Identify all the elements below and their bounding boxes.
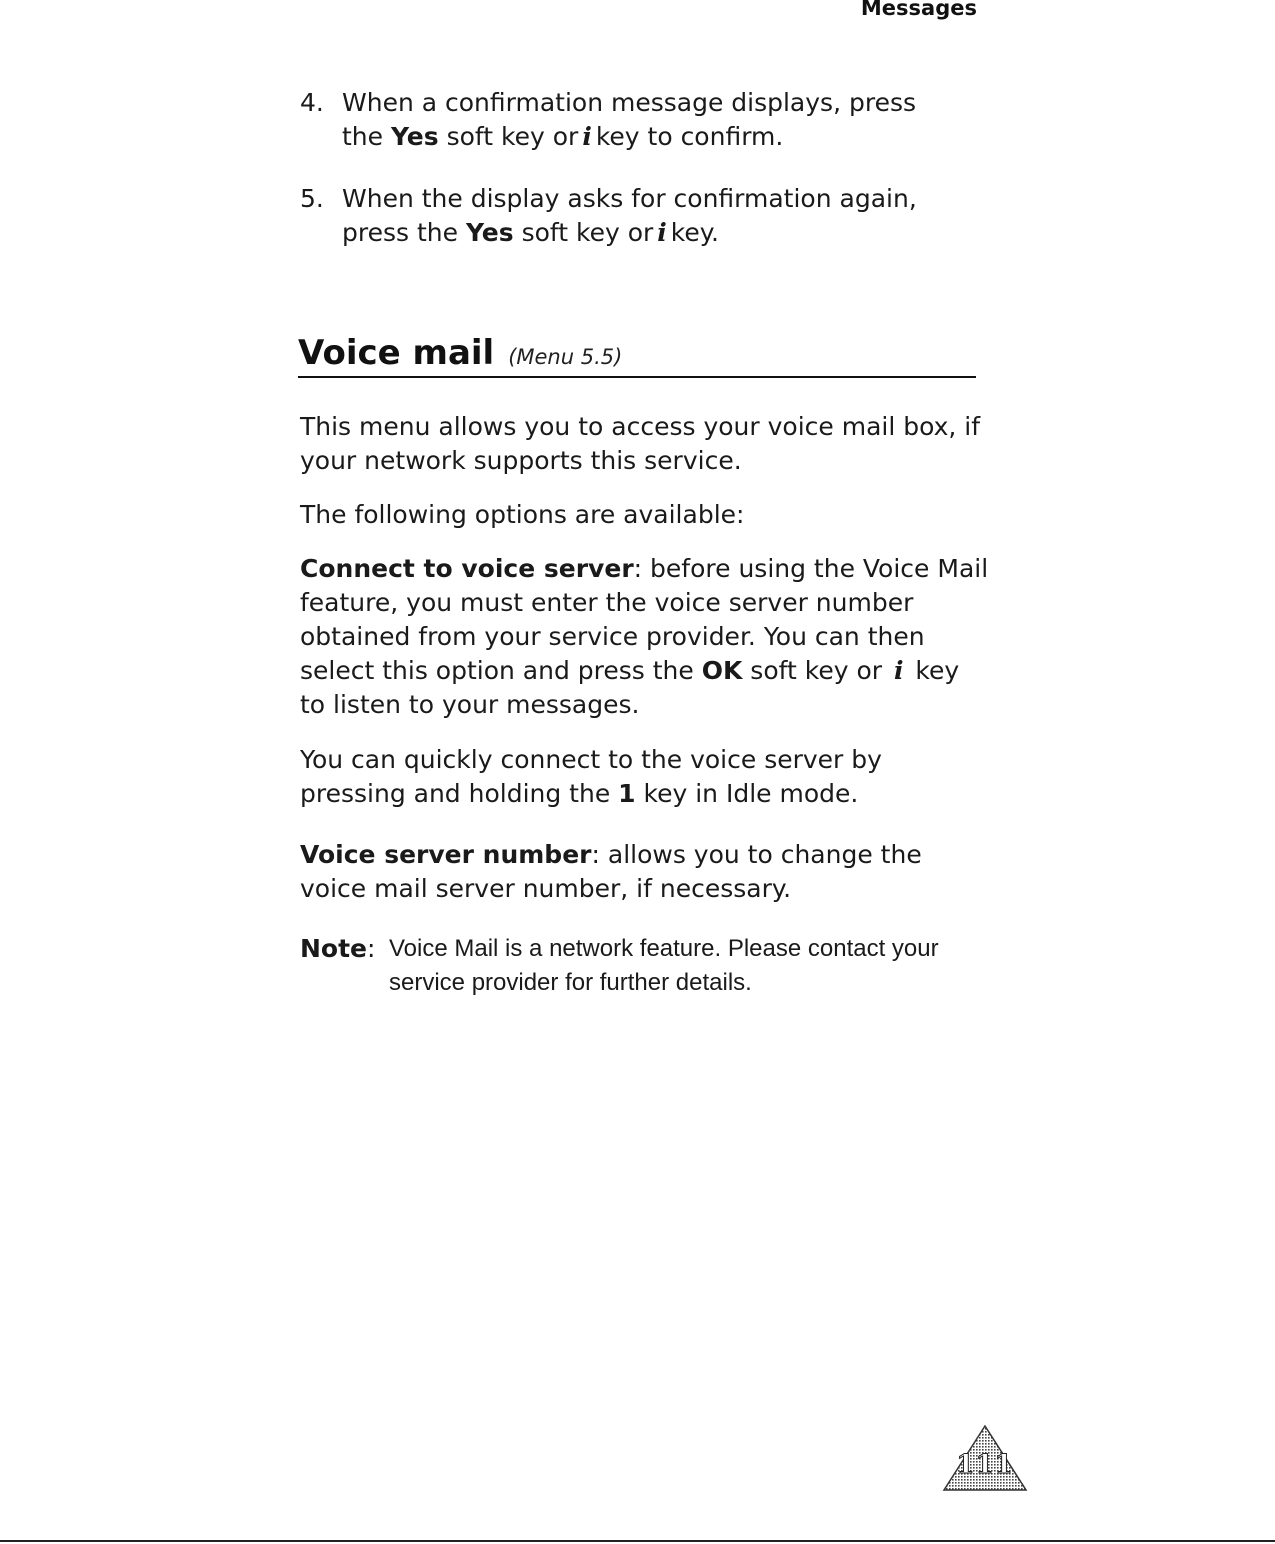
option-connect-to-voice-server: Connect to voice server: before using the Voice Mail feature, you must enter the voice server number obtained from your service provider. You can then select this option and press the OK soft key or i key to listen to your messages.	[300, 554, 989, 719]
page-number: 111	[956, 1450, 1014, 1480]
section-heading	[298, 330, 976, 378]
option-voice-server-number: Voice server number: allows you to change the voice mail server number, if necessary.	[300, 840, 922, 903]
menu-reference: (Menu 5.5)	[508, 345, 623, 369]
page-number-badge	[940, 1422, 1030, 1494]
options-intro: The following options are available:	[300, 500, 745, 529]
key-1-label: 1	[618, 779, 636, 808]
i-key-icon: i	[657, 218, 667, 247]
yes-soft-key-label: Yes	[390, 122, 439, 151]
step-number: 5.	[300, 184, 324, 213]
yes-soft-key-label: Yes	[465, 218, 514, 247]
note-text: Voice Mail is a network feature. Please contact your service provider for further details.	[389, 935, 939, 996]
i-key-icon: i	[582, 122, 592, 151]
step-number: 4.	[300, 88, 324, 117]
option-term: Voice server number	[300, 840, 592, 869]
step-text: When a confirmation message displays, press the Yes soft key or i key to confirm.	[342, 88, 916, 151]
ok-soft-key-label: OK	[701, 656, 743, 685]
note-label: Note:	[300, 934, 376, 963]
bottom-rule	[0, 1540, 1275, 1542]
step-5	[300, 182, 980, 250]
note	[300, 932, 990, 1000]
running-header: Messages	[860, 0, 977, 20]
option-term: Connect to voice server	[300, 554, 634, 583]
step-text: When the display asks for confirmation again, press the Yes soft key or i key.	[342, 184, 917, 247]
section-title: Voice mail	[298, 333, 495, 373]
step-4	[300, 86, 980, 154]
quick-connect-paragraph: You can quickly connect to the voice server by pressing and holding the 1 key in Idle mode.	[300, 745, 882, 808]
intro-paragraph: This menu allows you to access your voice mail box, if your network supports this service.	[300, 412, 981, 475]
i-key-icon: i	[893, 656, 904, 685]
